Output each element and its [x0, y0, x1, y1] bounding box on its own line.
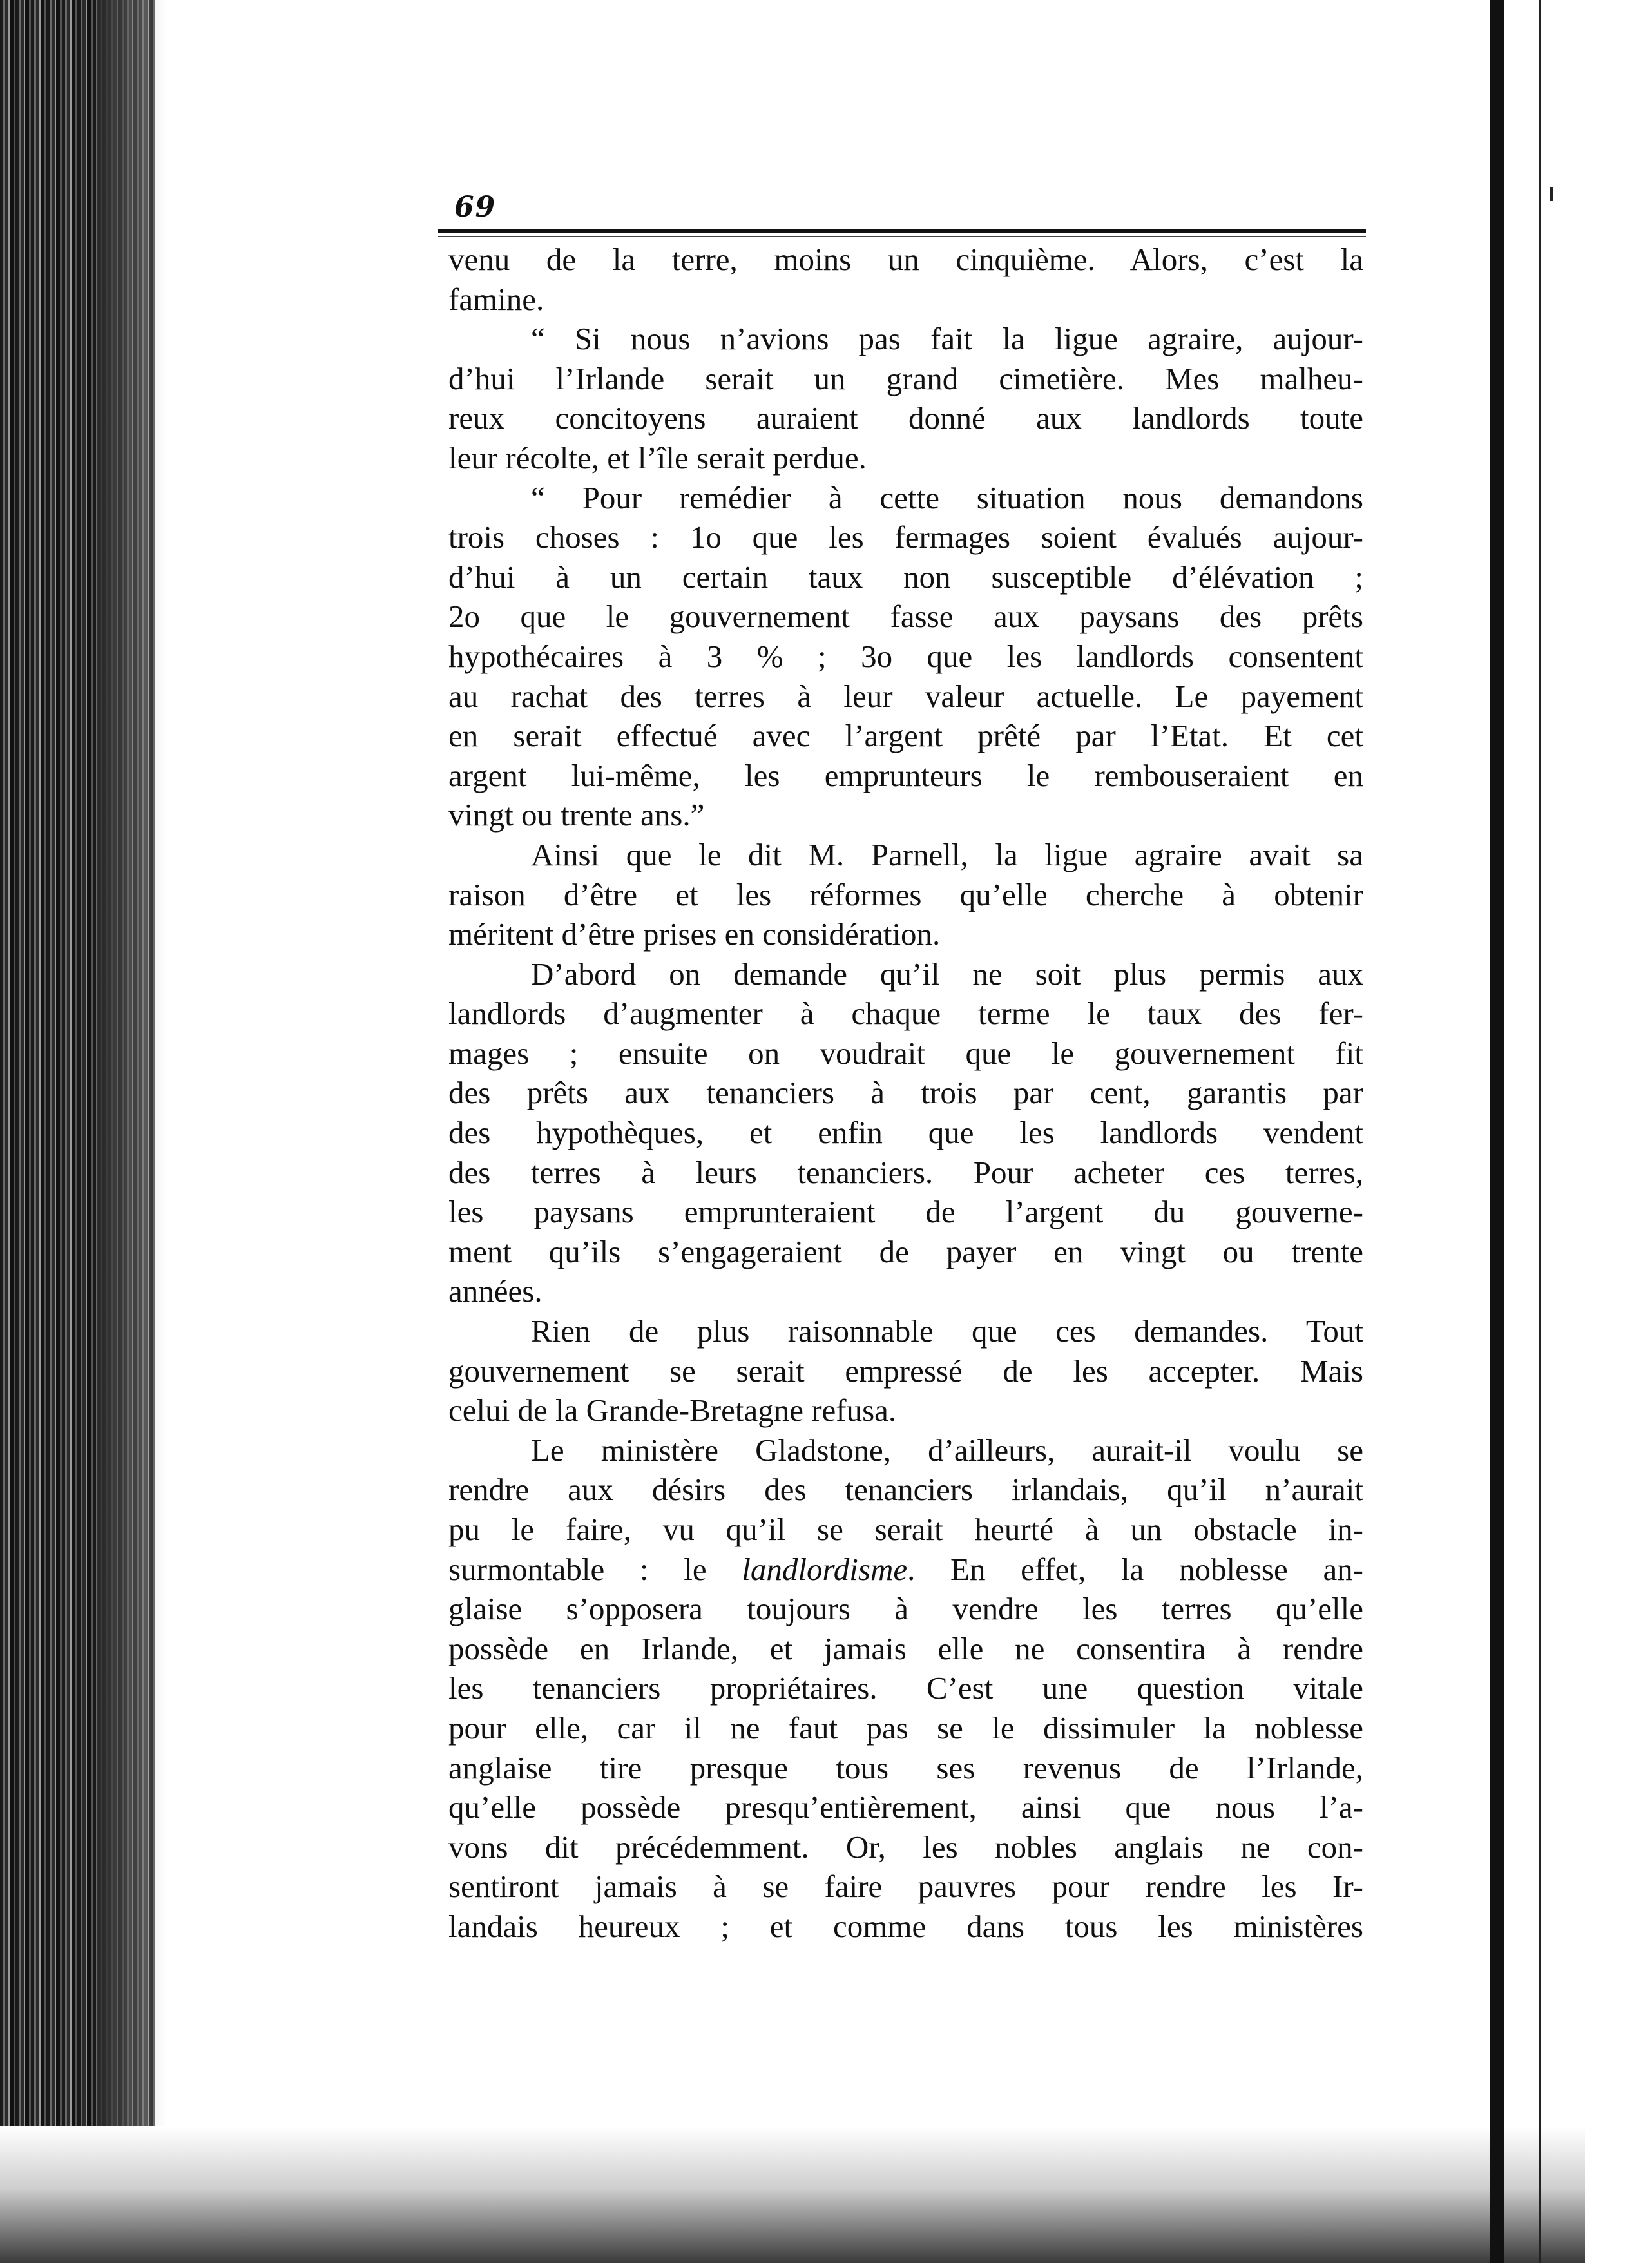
text-line: possède en Irlande, et jamais elle ne consentira à rendre [448, 1630, 1363, 1666]
text-line: en serait effectué avec l’argent prêté par l’Etat. Et cet [448, 718, 1363, 754]
text-line: gouvernement se serait empressé de les accepter. Mais [448, 1353, 1363, 1389]
scan-mark [1550, 187, 1553, 201]
text-line: des terres à leurs tenanciers. Pour acheter ces terres, [448, 1154, 1363, 1190]
text-line: qu’elle possède presqu’entièrement, ainsi que nous l’a- [448, 1789, 1363, 1825]
text-line: pu le faire, vu qu’il se serait heurté à un obstacle in- [448, 1512, 1363, 1547]
text-line: les paysans emprunteraient de l’argent du gouverne- [448, 1194, 1363, 1230]
text-line: ment qu’ils s’engageraient de payer en vingt ou trente [448, 1233, 1363, 1269]
text-line: landais heureux ; et comme dans tous les ministères [448, 1908, 1363, 1944]
text-line: méritent d’être prises en considération. [448, 916, 941, 952]
text-line: des hypothèques, et enfin que les landlords vendent [448, 1115, 1363, 1151]
text-line: au rachat des terres à leur valeur actuelle. Le payement [448, 678, 1363, 714]
text-line: famine. [448, 281, 544, 317]
text-line: 2o que le gouvernement fasse aux paysans des prêts [448, 599, 1363, 635]
scan-border-right-thin [1539, 0, 1541, 2263]
text-line: venu de la terre, moins un cinquième. Alors, c’est la [448, 242, 1363, 277]
text-line: anglaise tire presque tous ses revenus de l’Irlande, [448, 1749, 1363, 1786]
text-line: des prêts aux tenanciers à trois par cent, garantis par [448, 1075, 1363, 1111]
text-line: “ Pour remédier à cette situation nous demandons [531, 479, 1363, 515]
text-line: rendre aux désirs des tenanciers irlandais, qu’il n’aurait [448, 1472, 1363, 1508]
page-gutter-shadow [97, 0, 168, 2263]
text-line: vons dit précédemment. Or, les nobles anglais ne con- [448, 1829, 1363, 1865]
text-line: glaise s’opposera toujours à vendre les terres qu’elle [448, 1591, 1363, 1627]
text-line: raison d’être et les réformes qu’elle cherche à obtenir [448, 876, 1363, 912]
text-line: hypothécaires à 3 % ; 3o que les landlords consentent [448, 638, 1363, 674]
text-line: d’hui l’Irlande serait un grand cimetière. Mes malheu- [448, 360, 1363, 396]
text-line: Le ministère Gladstone, d’ailleurs, aurait-il voulu se [531, 1432, 1363, 1468]
text-line: Ainsi que le dit M. Parnell, la ligue agraire avait sa [531, 836, 1363, 872]
text-line: celui de la Grande-Bretagne refusa. [448, 1392, 897, 1429]
text-line: reux concitoyens auraient donné aux landlords toute [448, 400, 1363, 436]
text-line: Rien de plus raisonnable que ces demandes. Tout [531, 1313, 1363, 1349]
header-rule-thin [438, 236, 1366, 237]
text-line: mages ; ensuite on voudrait que le gouvernement fit [448, 1035, 1363, 1071]
scan-border-right [1490, 0, 1504, 2263]
page-number: 69 [454, 191, 497, 224]
text-line: argent lui-même, les emprunteurs le rembouseraient en [448, 757, 1363, 793]
header-rule [438, 229, 1366, 233]
text-line: D’abord on demande qu’il ne soit plus permis aux [531, 956, 1363, 992]
text-line: pour elle, car il ne faut pas se le dissimuler la noblesse [448, 1709, 1363, 1746]
text-line: leur récolte, et l’île serait perdue. [448, 439, 867, 476]
text-line: sentiront jamais à se faire pauvres pour rendre les Ir- [448, 1869, 1363, 1905]
book-bottom-shadow [0, 2126, 1585, 2263]
text-line: landlords d’augmenter à chaque terme le taux des fer- [448, 996, 1363, 1032]
text-line: surmontable : le landlordisme. En effet, la noblesse an- [448, 1551, 1364, 1587]
text-line: vingt ou trente ans.” [448, 797, 705, 833]
text-line: années. [448, 1273, 543, 1309]
text-line: les tenanciers propriétaires. C’est une question vitale [448, 1670, 1363, 1706]
text-line: trois choses : 1o que les fermages soient évalués aujour- [448, 519, 1363, 555]
text-line: “ Si nous n’avions pas fait la ligue agraire, aujour- [531, 321, 1363, 357]
text-line: d’hui à un certain taux non susceptible d’élévation ; [448, 559, 1363, 595]
body-text [448, 240, 1363, 1947]
